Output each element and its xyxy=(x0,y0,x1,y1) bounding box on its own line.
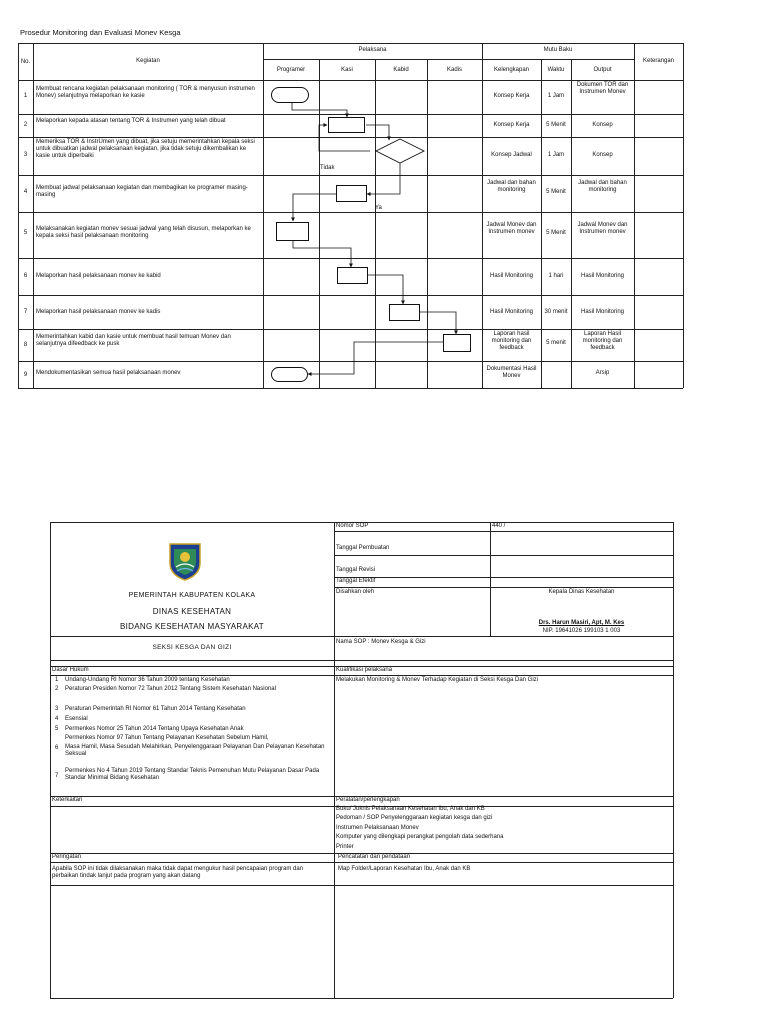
peringatan-text: Apabila SOP ini tidak dilaksanakan maka tidak dapat mengukur hasil pencapaian program dan perbaikan tindak lanjut pada program yang akan datang xyxy=(52,866,304,880)
list-number: 6 xyxy=(55,745,59,751)
row-kegiatan: Memeriksa TOR & InstrUmen yang dibuat, jika setuju memerintahkan kepala seksi untuk dibuatkan jadwal pelaksanaan kegiatan, jika tidak setuju dikembalikan ke kasie untuk diperbaiki xyxy=(36,139,255,160)
pencatatan-label: Pencatatan dan pendataan xyxy=(338,854,411,860)
row-kelengkapan: Jadwal Monev dan Instrumen monev xyxy=(486,222,537,236)
row-waktu: 5 Menit xyxy=(546,122,566,128)
row-kegiatan: Melaksanakan kegiatan monev sesuai jadwal yang telah disusun, melaporkan ke kepala seksi hasil pelaksanaan monitoring xyxy=(36,226,251,240)
keterkaitan-label: Keterkaitan xyxy=(52,797,83,803)
row-kelengkapan: Laporan hasil monitoring dan feedback xyxy=(491,331,532,352)
flow-process-box xyxy=(389,304,420,321)
row-kegiatan: Memerintahkan kabid dan kasie untuk membuat hasil temuan Monev dan selanjutnya difeedback ke pusk xyxy=(36,334,231,348)
list-item: Peraturan Presiden Nomor 72 Tahun 2012 Tentang Sistem Kesehatan Nasional xyxy=(65,686,276,692)
row-number: 5 xyxy=(23,230,28,236)
header-kasi: Kasi xyxy=(341,67,353,73)
header-kegiatan: Kegiatan xyxy=(136,58,160,64)
peringatan-label: Peringatan xyxy=(52,854,82,860)
list-number: 2 xyxy=(55,686,59,692)
row-kegiatan: Melaporkan hasil pelaksanaan monev ke kadis xyxy=(36,309,161,315)
nip-pengesah: NIP. 19641026 199103 1 003 xyxy=(542,628,621,634)
row-waktu: 5 Menit xyxy=(546,230,566,236)
list-item: Permenkes Nomor 25 Tahun 2014 Tentang Upaya Kesehatan Anak xyxy=(65,726,244,732)
flow-process-box xyxy=(336,185,367,202)
nama-sop: Nama SOP : Monev Kesga & Gizi xyxy=(336,639,426,645)
flow-decision-diamond xyxy=(375,138,425,164)
nomor-sop-value: 440 / xyxy=(492,523,506,529)
list-item: Instrumen Pelaksanaan Monev xyxy=(336,825,419,831)
document-title: Prosedur Monitoring dan Evaluasi Monev Kesga xyxy=(20,28,181,37)
dasar-hukum-label: Dasar Hukum xyxy=(52,667,89,673)
list-number: 4 xyxy=(55,716,59,722)
row-output: Jadwal Monev dan Instrumen monev xyxy=(577,222,628,236)
list-item: Komputer yang dilengkapi perangkat pengolah data sederhana xyxy=(336,834,504,840)
list-item: Peraturan Pemerintah RI Nomor 61 Tahun 2014 Tentang Kesehatan xyxy=(65,706,246,712)
list-number: 5 xyxy=(55,726,59,732)
row-output: Konsep xyxy=(592,152,613,158)
flow-process-box xyxy=(443,334,471,352)
kualifikasi-label: Kualifikasi pelaksana xyxy=(336,667,393,673)
list-item: Pedoman / SOP Penyelenggaraan kegiatan kesga dan gizi xyxy=(336,815,493,821)
row-kelengkapan: Hasil Monitoring xyxy=(489,273,534,279)
header-keterangan: Keterangan xyxy=(642,58,675,64)
flow-terminator-start xyxy=(271,87,309,103)
row-kelengkapan: Konsep Jadwal xyxy=(491,152,532,158)
row-kelengkapan: Dokumentasi Hasil Monev xyxy=(486,366,537,380)
row-output: Arsip xyxy=(595,370,610,376)
flow-label-tidak: Tidak xyxy=(320,165,335,171)
row-kelengkapan: Hasil Monitoring xyxy=(489,309,534,315)
jabatan-pengesah: Kepala Dinas Kesehatan xyxy=(548,589,615,595)
row-waktu: 1 Jam xyxy=(547,152,565,158)
row-number: 6 xyxy=(23,273,28,279)
flow-process-box xyxy=(328,117,365,133)
peralatan-label: Peralatan/perlengkapan xyxy=(336,797,400,803)
flow-label-ya: Ya xyxy=(375,205,382,211)
org-line-3: BIDANG KESEHATAN MASYARAKAT xyxy=(120,622,264,631)
flowchart-connectors xyxy=(0,0,768,400)
header-mutu-baku: Mutu Baku xyxy=(543,47,573,53)
row-number: 3 xyxy=(23,152,28,158)
row-kegiatan: Membuat rencana kegiatan pelaksanaan monitoring ( TOR & menyusun instrumen Monev) selanjutnya melaporkan ke kasie xyxy=(36,86,255,100)
nomor-sop-label: Nomor SOP xyxy=(336,523,369,529)
tanggal-revisi-label: Tanggal Revisi xyxy=(336,567,376,573)
row-kelengkapan: Konsep Kerja xyxy=(493,93,530,99)
pencatatan-text: Map Folder/Laporan Kesehatan Ibu, Anak dan KB xyxy=(338,866,471,872)
row-output: Dokumen TOR dan Instrumen Monev xyxy=(576,82,629,96)
nama-pengesah: Drs. Harun Masiri, Apt, M. Kes xyxy=(538,620,625,626)
row-number: 8 xyxy=(23,342,28,348)
row-kegiatan: Melaporkan hasil pelaksanaan monev ke kabid xyxy=(36,273,161,279)
row-output: Laporan Hasil monitoring dan feedback xyxy=(582,331,623,352)
row-number: 9 xyxy=(23,372,28,378)
row-waktu: 5 menit xyxy=(546,340,566,346)
row-number: 2 xyxy=(23,122,28,128)
row-waktu: 5 Menit xyxy=(546,189,566,195)
row-waktu: 30 menit xyxy=(544,309,568,315)
header-kadis: Kadis xyxy=(446,67,462,73)
list-item: Printer xyxy=(336,844,354,850)
flow-process-box xyxy=(337,267,368,284)
row-output: Hasil Monitoring xyxy=(580,309,625,315)
kolaka-emblem-logo xyxy=(166,541,204,581)
org-line-2: DINAS KESEHATAN xyxy=(152,607,232,616)
row-kegiatan: Membuat jadwal pelaksanaan kegiatan dan membagikan ke programer masing-masing xyxy=(36,185,248,199)
row-output: Konsep xyxy=(592,122,613,128)
list-number: 3 xyxy=(55,706,59,712)
flow-terminator-end xyxy=(271,367,308,382)
header-no: No. xyxy=(20,59,31,65)
row-output: Hasil Monitoring xyxy=(580,273,625,279)
row-number: 4 xyxy=(23,189,28,195)
list-item: Esensial xyxy=(65,716,88,722)
list-item: Undang-Undang RI Nomor 36 Tahun 2009 tentang Kesehatan xyxy=(65,677,230,683)
kualifikasi-text: Melakukan Monitoring & Monev Terhadap Kegiatan di Seksi Kesga Dan Gizi xyxy=(336,677,539,683)
row-output: Jadwal dan bahan monitoring xyxy=(578,180,627,194)
row-waktu: 1 hari xyxy=(548,273,564,279)
row-kelengkapan: Konsep Kerja xyxy=(493,122,530,128)
tanggal-efektif-label: Tanggal Efektif xyxy=(336,578,376,584)
disahkan-label: Disahkan oleh xyxy=(336,589,375,595)
header-kabid: Kabid xyxy=(393,67,409,73)
row-waktu: 1 Jam xyxy=(547,93,565,99)
row-number: 1 xyxy=(23,93,28,99)
list-number: 1 xyxy=(55,677,59,683)
row-number: 7 xyxy=(23,309,28,315)
list-item: Masa Hamil, Masa Sesudah Melahirkan, Penyelenggaraan Pelayanan Dan Pelayanan Kesehatan Seksual xyxy=(65,744,325,758)
list-number: 7 xyxy=(55,773,59,779)
org-line-1: PEMERINTAH KABUPATEN KOLAKA xyxy=(128,592,256,599)
header-programer: Programer xyxy=(276,67,306,73)
row-kelengkapan: Jadwal dan bahan monitoring xyxy=(487,180,536,194)
header-waktu: Waktu xyxy=(547,67,565,73)
header-kelengkapan: Kelengkapan xyxy=(493,67,530,73)
header-output: Output xyxy=(593,67,612,73)
header-pelaksana: Pelaksana xyxy=(358,47,387,53)
tanggal-pembuatan-label: Tanggal Pembuatan xyxy=(336,545,390,551)
list-item: Permenkes Nomor 97 Tahun Tentang Pelayanan Kesehatan Sebelum Hamil, xyxy=(65,735,269,741)
row-kegiatan: Melaporkan kepada atasan tentang TOR & Instrumen yang telah dibuat xyxy=(36,118,226,124)
flow-process-box xyxy=(276,222,309,241)
list-item: Buku/ Juknis Pelaksanaan Kesehatan Ibu, Anak dan KB xyxy=(336,806,485,812)
org-line-4: SEKSI KESGA DAN GIZI xyxy=(152,644,232,651)
list-item: Permenkes No 4 Tahun 2019 Tentang Standar Teknis Pemenuhan Mutu Pelayanan Dasar Pada Standar Minimal Bidang Kesehatan xyxy=(65,768,320,782)
row-kegiatan: Mendokumentasikan semua hasil pelaksanaan monev xyxy=(36,370,181,376)
